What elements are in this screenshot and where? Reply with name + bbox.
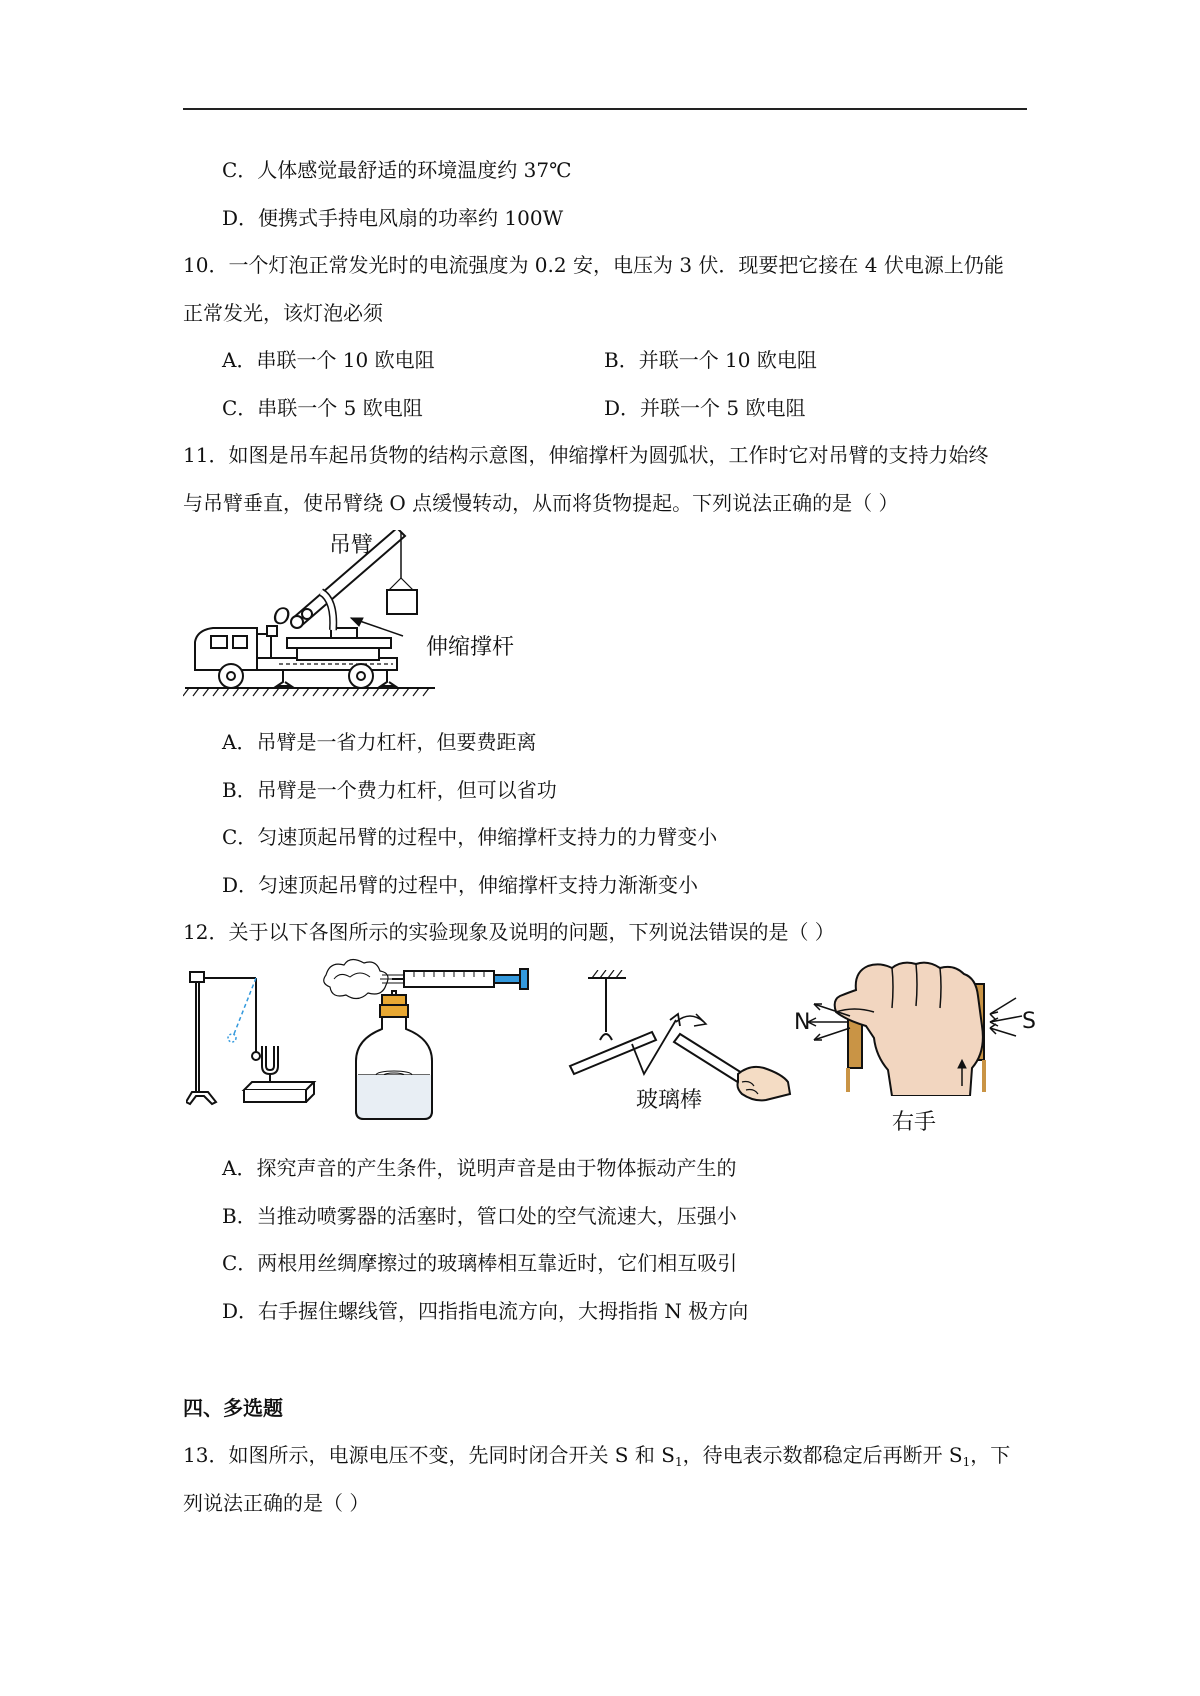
- glass-rod-label: 玻璃棒: [636, 1088, 703, 1113]
- q12-option-d: D．右手握住螺线管，四指指电流方向，大拇指指 N 极方向: [222, 1299, 749, 1323]
- q11-stem-line1: 11．如图是吊车起吊货物的结构示意图，伸缩撑杆为圆弧状，工作时它对吊臂的支持力始终: [183, 443, 989, 467]
- q11-option-b: B．吊臂是一个费力杠杆，但可以省功: [222, 778, 557, 802]
- strut-label: 伸缩撑杆: [426, 635, 515, 660]
- q9-option-d: D．便携式手持电风扇的功率约 100W: [222, 206, 564, 230]
- q10-stem-line2: 正常发光，该灯泡必须: [183, 301, 383, 325]
- q12-stem: 12．关于以下各图所示的实验现象及说明的问题，下列说法错误的是（ ）: [183, 920, 835, 944]
- q11-option-a: A．吊臂是一省力杠杆，但要费距离: [222, 730, 537, 754]
- q13-text-part3: ，下: [970, 1443, 1011, 1467]
- sprayer-figure: [320, 955, 540, 1125]
- header-rule: [183, 108, 1027, 110]
- q10-option-c: C．串联一个 5 欧电阻: [222, 396, 423, 420]
- q10-option-a: A．串联一个 10 欧电阻: [222, 348, 435, 372]
- q13-text-part2: ，待电表示数都稳定后再断开 S: [682, 1443, 963, 1467]
- crane-arm-label: 吊臂: [329, 533, 374, 558]
- q9-option-c: C．人体感觉最舒适的环境温度约 37℃: [222, 158, 572, 182]
- q13-subscript-2: 1: [962, 1455, 971, 1469]
- n-pole-label: N: [794, 1010, 811, 1035]
- right-hand-label: 右手: [892, 1110, 937, 1135]
- crane-figure: [183, 530, 443, 710]
- q10-stem-line1: 10．一个灯泡正常发光时的电流强度为 0.2 安，电压为 3 伏．现要把它接在 4 伏电源上仍能: [183, 253, 1004, 277]
- q12-option-c: C．两根用丝绸摩擦过的玻璃棒相互靠近时，它们相互吸引: [222, 1251, 738, 1275]
- pivot-o-label: O: [273, 605, 291, 630]
- q13-stem-line1: [183, 1440, 1010, 1477]
- q11-option-d: D．匀速顶起吊臂的过程中，伸缩撑杆支持力渐渐变小: [222, 873, 699, 897]
- section-heading: 四、多选题: [183, 1396, 283, 1420]
- q12-option-b: B．当推动喷雾器的活塞时，管口处的空气流速大，压强小: [222, 1204, 737, 1228]
- s-pole-label: S: [1022, 1009, 1036, 1034]
- q13-text-part1: 13．如图所示，电源电压不变，先同时闭合开关 S 和 S: [183, 1443, 675, 1467]
- tuning-fork-figure: [186, 962, 318, 1112]
- right-hand-figure: [794, 956, 1042, 1096]
- q12-option-a: A．探究声音的产生条件，说明声音是由于物体振动产生的: [222, 1156, 737, 1180]
- q13-subscript-1: 1: [674, 1455, 683, 1469]
- q10-option-d: D．并联一个 5 欧电阻: [604, 396, 806, 420]
- q11-option-c: C．匀速顶起吊臂的过程中，伸缩撑杆支持力的力臂变小: [222, 825, 718, 849]
- q13-stem-line2: 列说法正确的是（ ）: [183, 1491, 370, 1515]
- q11-stem-line2: 与吊臂垂直，使吊臂绕 O 点缓慢转动，从而将货物提起。下列说法正确的是（ ）: [183, 491, 899, 515]
- q10-option-b: B．并联一个 10 欧电阻: [604, 348, 817, 372]
